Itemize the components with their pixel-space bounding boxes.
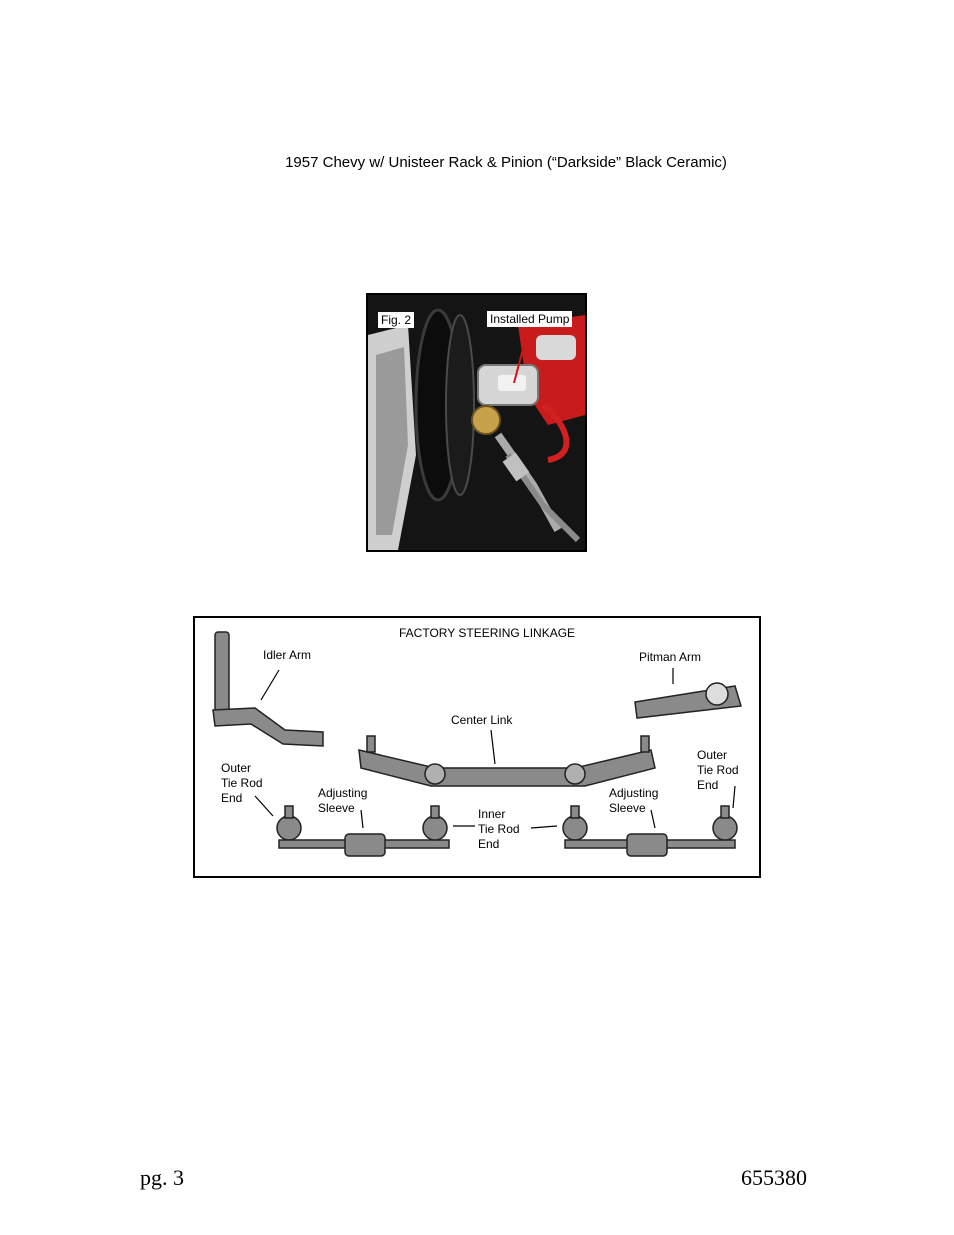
inner-tie-rod-label: Inner Tie Rod End — [478, 807, 520, 851]
adjusting-sleeve-left-label: Adjusting Sleeve — [318, 786, 368, 815]
idler-arm-bracket — [215, 632, 229, 712]
outer-tie-rod-right-label: Outer Tie Rod End — [697, 748, 739, 792]
inner-tie-rod-left — [423, 816, 447, 840]
installed-pump-photo — [366, 293, 587, 552]
adjusting-sleeve-right — [627, 834, 667, 856]
outer-tie-rod-left-label: Outer Tie Rod End — [221, 761, 263, 805]
part-number: 655380 — [741, 1165, 807, 1190]
fig-label: Fig. 2 — [378, 312, 414, 328]
pitman-spline — [706, 683, 728, 705]
adjusting-sleeve-right-label: Adjusting Sleeve — [609, 786, 659, 815]
center-link — [359, 750, 655, 786]
page-number: pg. 3 — [140, 1165, 184, 1190]
center-link-stud-right — [641, 736, 649, 752]
idler-arm — [213, 708, 323, 746]
outer-tie-rod-right — [713, 816, 737, 840]
page-title: 1957 Chevy w/ Unisteer Rack & Pinion (“Darkside” Black Ceramic) — [285, 154, 727, 171]
idler-arm-label: Idler Arm — [263, 648, 312, 662]
center-link-label: Center Link — [451, 713, 513, 727]
outer-tie-rod-left — [277, 816, 301, 840]
pump-caption: Installed Pump — [487, 311, 572, 327]
pitman-arm-label: Pitman Arm — [639, 650, 702, 664]
linkage-title: FACTORY STEERING LINKAGE — [399, 626, 576, 640]
pump-photo-illustration — [368, 295, 585, 550]
inner-tie-rod-right — [563, 816, 587, 840]
adjusting-sleeve-left — [345, 834, 385, 856]
center-link-stud-left — [367, 736, 375, 752]
steering-linkage-diagram — [193, 616, 761, 878]
